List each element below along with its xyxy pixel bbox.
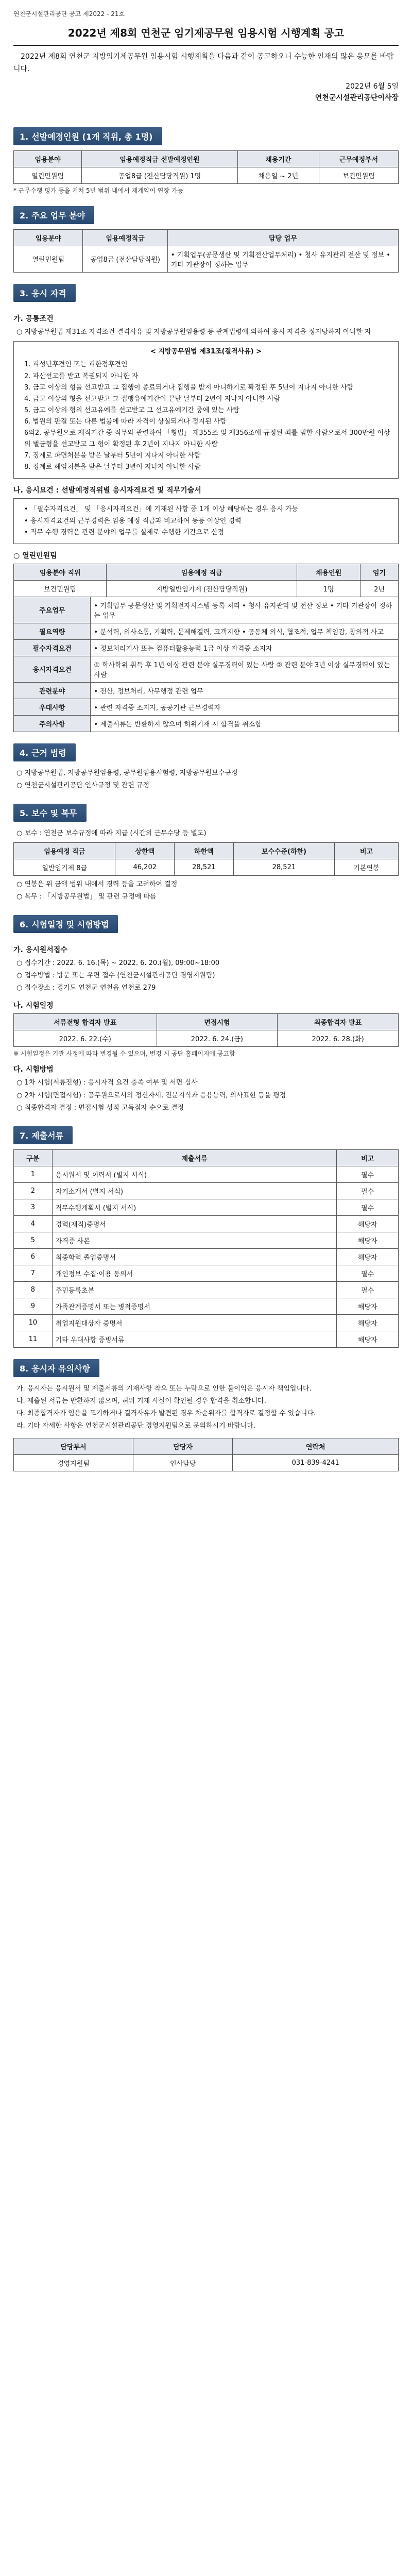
section-8-header: 8. 응시자 유의사항 <box>13 1359 99 1377</box>
caution-item: 라. 기타 자세한 사항은 연천군시설관리공단 경영지원팀으로 문의하시기 바랍니다. <box>16 1422 256 1430</box>
intro-paragraph: 2022년 제8회 연천군 지방임기제공무원 임용시험 시행계획을 다음과 같이 공고하오니 수능한 인재의 많은 응모를 바랍니다. <box>13 53 394 73</box>
table-row: 5 자격증 사본 해당자 <box>14 1232 399 1248</box>
table-row: 6 최종학력 졸업증명서 해당자 <box>14 1248 399 1265</box>
exam-a-item: ○ 접수방법 : 방문 또는 우편 접수 (연천군시설관리공단 경영지원팀) <box>16 972 215 980</box>
requirements-box: • 「필수자격요건」 및 「응시자격요건」에 기재된 사항 중 1개 이상 해당하는 경우 응시 가능 • 응시자격요건의 근무경력은 임용 예정 직급과 비교하여 동등 이상인 경력 • 직무 수행 경력은 관련 분야의 업무를 실제로 수행한 기간으로 산정 <box>13 498 399 544</box>
doc-title: 2022년 제8회 연천군 임기제공무원 임용시험 시행계획 공고 <box>67 27 345 39</box>
section-2-header: 2. 주요 업무 분야 <box>13 206 94 224</box>
table-row: 1 응시원서 및 이력서 (별지 서식) 필수 <box>14 1166 399 1182</box>
announce-date: 2022년 6월 5일 <box>346 82 399 91</box>
section-4-header: 4. 근거 법령 <box>13 743 76 761</box>
contact-table: 담당부서 담당자 연락처 경영지원팀 인사담당 031-839-4241 <box>13 1438 399 1471</box>
caution-item: 나. 제출된 서류는 반환하지 않으며, 허위 기재 사실이 확인될 경우 합격을 취소합니다. <box>16 1397 266 1405</box>
qual-a-title: 가. 공통조건 <box>13 314 54 323</box>
table-row: 9 가족관계증명서 또는 병적증명서 해당자 <box>14 1298 399 1314</box>
table-row: 4 경력(재직)증명서 해당자 <box>14 1215 399 1232</box>
caution-item: 다. 최종합격자가 임용을 포기하거나 결격사유가 발견된 경우 차순위자를 합격자로 결정할 수 있습니다. <box>16 1409 316 1417</box>
recruit-table: 임용분야 임용예정직급 선발예정인원 채용기간 근무예정부서 열린민원팀 공업8급 (전산담당직원) 1명 채용일 ~ 2년 보건민원팀 <box>13 150 399 184</box>
schedule-table: 서류전형 합격자 발표 면접시험 최종합격자 발표 2022. 6. 22.(수) 2022. 6. 24.(금) 2022. 6. 28.(화) <box>13 1013 399 1047</box>
qual-sub-title: ○ 열린민원팀 <box>13 551 57 560</box>
exam-c-title: 다. 시험방법 <box>13 1065 54 1074</box>
section-1-header: 1. 선발예정인원 (1개 직위, 총 1명) <box>13 127 162 145</box>
position-table: 임용분야 직위 임용예정 직급 채용인원 임기 보건민원팀 지방일반임기제 (전산담당직원) 1명 2년 <box>13 564 399 597</box>
section-3-header: 3. 응시 자격 <box>13 284 76 302</box>
position-detail-table: 주요업무 • 기획업무 공문생산 및 기획전자시스템 등록 처리 • 청사 유지관리 및 전산 정보 • 기타 기관장이 정하는 업무 필요역량 • 분석력, 의사소통, 기획력, 문제해결력, 고객지향 • 공동체 의식, 협조적, 업무 책임감, 창의적 사고 필수자격요건 • 정보처리기사 또는 컴퓨터활용능력 1급 이상 자격증 소지자 응시자격요건 ① 학사학위 취득 후 1년 이상 관련 분야 실무경력이 있는 사람 ② 관련 분야 3년 이상 실무경력이 있는 사람 관련분야 • 전산, 정보처리, 사무행정 관련 업무 우대사항 • 관련 자격증 소지자, 공공기관 근무경력자 주의사항 • 제출서류는 반환하지 않으며 허위기재 시 합격을 취소함 <box>13 597 399 732</box>
duty-table: 임용분야 임용예정직급 담당 업무 열린민원팀 공업8급 (전산담당직원) • 기획업무(공문생산 및 기획전산업무처리) • 청사 유지관리 전산 및 정보 • 기타 기관장이 정하는 업무 <box>13 229 399 273</box>
section-6-header: 6. 시험일정 및 시험방법 <box>13 915 118 933</box>
caution-item: 가. 응시자는 응시원서 및 제출서류의 기재사항 착오 또는 누락으로 인한 불이익은 응시자 책임입니다. <box>16 1384 312 1393</box>
pay-table: 임용예정 직급 상한액 하한액 보수수준(하한) 비고 일반임기제 8급 46,202 28,521 28,521 기본연봉 <box>13 842 399 876</box>
exam-b-title: 나. 시험일정 <box>13 1002 54 1010</box>
disqualification-box: < 지방공무원법 제31조(결격사유) > 1. 피성년후견인 또는 피한정후견인 2. 파산선고를 받고 복권되지 아니한 자 3. 금고 이상의 형을 선고받고 그 집행이 종료되거나 집행을 받지 아니하기로 확정된 후 5년이 지나지 아니한 사람 4. 금고 이상의 형을 선고받고 그 집행유예기간이 끝난 날부터 2년이 지나지 아니한 사람 5. 금고 이상의 형의 선고유예를 선고받고 그 선고유예기간 중에 있는 사람 6. 법원의 판결 또는 다른 법률에 따라 자격이 상실되거나 정지된 사람 6의2. 공무원으로 재직기간 중 직무와 관련하여 「형법」 제355조 및 제356조에 규정된 죄를 범한 사람으로서 300만원 이상의 벌금형을 선고받고 그 형이 확정된 후 2년이 지나지 아니한 사람 7. 징계로 파면처분을 받은 날부터 5년이 지나지 아니한 사람 8. 징계로 해임처분을 받은 날부터 3년이 지나지 아니한 사람 <box>13 341 399 479</box>
table-row: 10 취업지원대상자 증명서 해당자 <box>14 1314 399 1331</box>
exam-c-item: ○ 1차 시험(서류전형) : 응시자격 요건 충족 여부 및 서면 심사 <box>16 1079 198 1087</box>
agency-name: 연천군시설관리공단이사장 <box>315 93 399 102</box>
exam-c-item: ○ 최종합격자 결정 : 면접시험 성적 고득점자 순으로 결정 <box>16 1104 184 1112</box>
doc-reference: 연천군시설관리공단 공고 제2022 - 21호 <box>13 10 125 18</box>
section-5-header: 5. 보수 및 복무 <box>13 804 87 822</box>
pay-note: ○ 연봉은 위 금액 범위 내에서 경력 등을 고려하여 결정 <box>16 880 178 888</box>
table-row: 11 기타 우대사항 증빙서류 해당자 <box>14 1331 399 1347</box>
law-item: ○ 연천군시설관리공단 인사규정 및 관련 규정 <box>16 781 150 789</box>
qual-b-title: 나. 응시요건 : 선발예정직위별 응시자격요건 및 직무기술서 <box>13 486 201 495</box>
exam-a-item: ○ 접수장소 : 경기도 연천군 연천읍 연천로 279 <box>16 984 156 992</box>
pay-intro: ○ 보수 : 연천군 보수규정에 따라 지급 (시간외 근무수당 등 별도) <box>16 829 207 837</box>
law-item: ○ 지방공무원법, 지방공무원임용령, 공무원임용시험령, 지방공무원보수규정 <box>16 769 238 777</box>
section-7-header: 7. 제출서류 <box>13 1126 73 1144</box>
qual-a-text: ○ 지방공무원법 제31조 자격조건 결격사유 및 지방공무원임용령 등 관계법령에 의하여 응시 자격을 정지당하지 아니한 자 <box>16 328 371 336</box>
table-row: 8 주민등록초본 필수 <box>14 1281 399 1298</box>
table-row: 2 자기소개서 (별지 서식) 필수 <box>14 1182 399 1199</box>
pay-note: ○ 복무 : 「지방공무원법」 및 관련 규정에 따름 <box>16 893 157 901</box>
table-row: 3 직무수행계획서 (별지 서식) 필수 <box>14 1199 399 1215</box>
exam-a-item: ○ 접수기간 : 2022. 6. 16.(목) ~ 2022. 6. 20.(월), 09:00~18:00 <box>16 959 220 968</box>
recruit-note: * 근무수행 평가 등을 거쳐 5년 범위 내에서 재계약이 연장 가능 <box>13 187 183 194</box>
exam-a-title: 가. 응시원서접수 <box>13 946 67 955</box>
documents-table: 구분 제출서류 비고 1 응시원서 및 이력서 (별지 서식) 필수 2 자기소개서 (별지 서식) 필수 3 직무수행계획서 (별지 서식) 필수 4 경력(재직)증명서 해당자 5 자격증 사본 해당자 6 최종학력 졸업증명서 해당자 7 개인정보 수집·이용 동의서 필수 8 주민등록초본 필수 9 가족관계증명서 또는 병적증명서 해당자 10 취업지원대상자 증명서 해당자 11 기타 우대사항 증빙서류 해당자 <box>13 1149 399 1348</box>
schedule-note: ※ 시험일정은 기관 사정에 따라 변경될 수 있으며, 변경 시 공단 홈페이지에 공고함 <box>13 1050 235 1058</box>
title-divider <box>13 45 399 46</box>
exam-c-item: ○ 2차 시험(면접시험) : 공무원으로서의 정신자세, 전문지식과 응용능력, 의사표현 등을 평정 <box>16 1091 286 1099</box>
table-row: 7 개인정보 수집·이용 동의서 필수 <box>14 1265 399 1281</box>
